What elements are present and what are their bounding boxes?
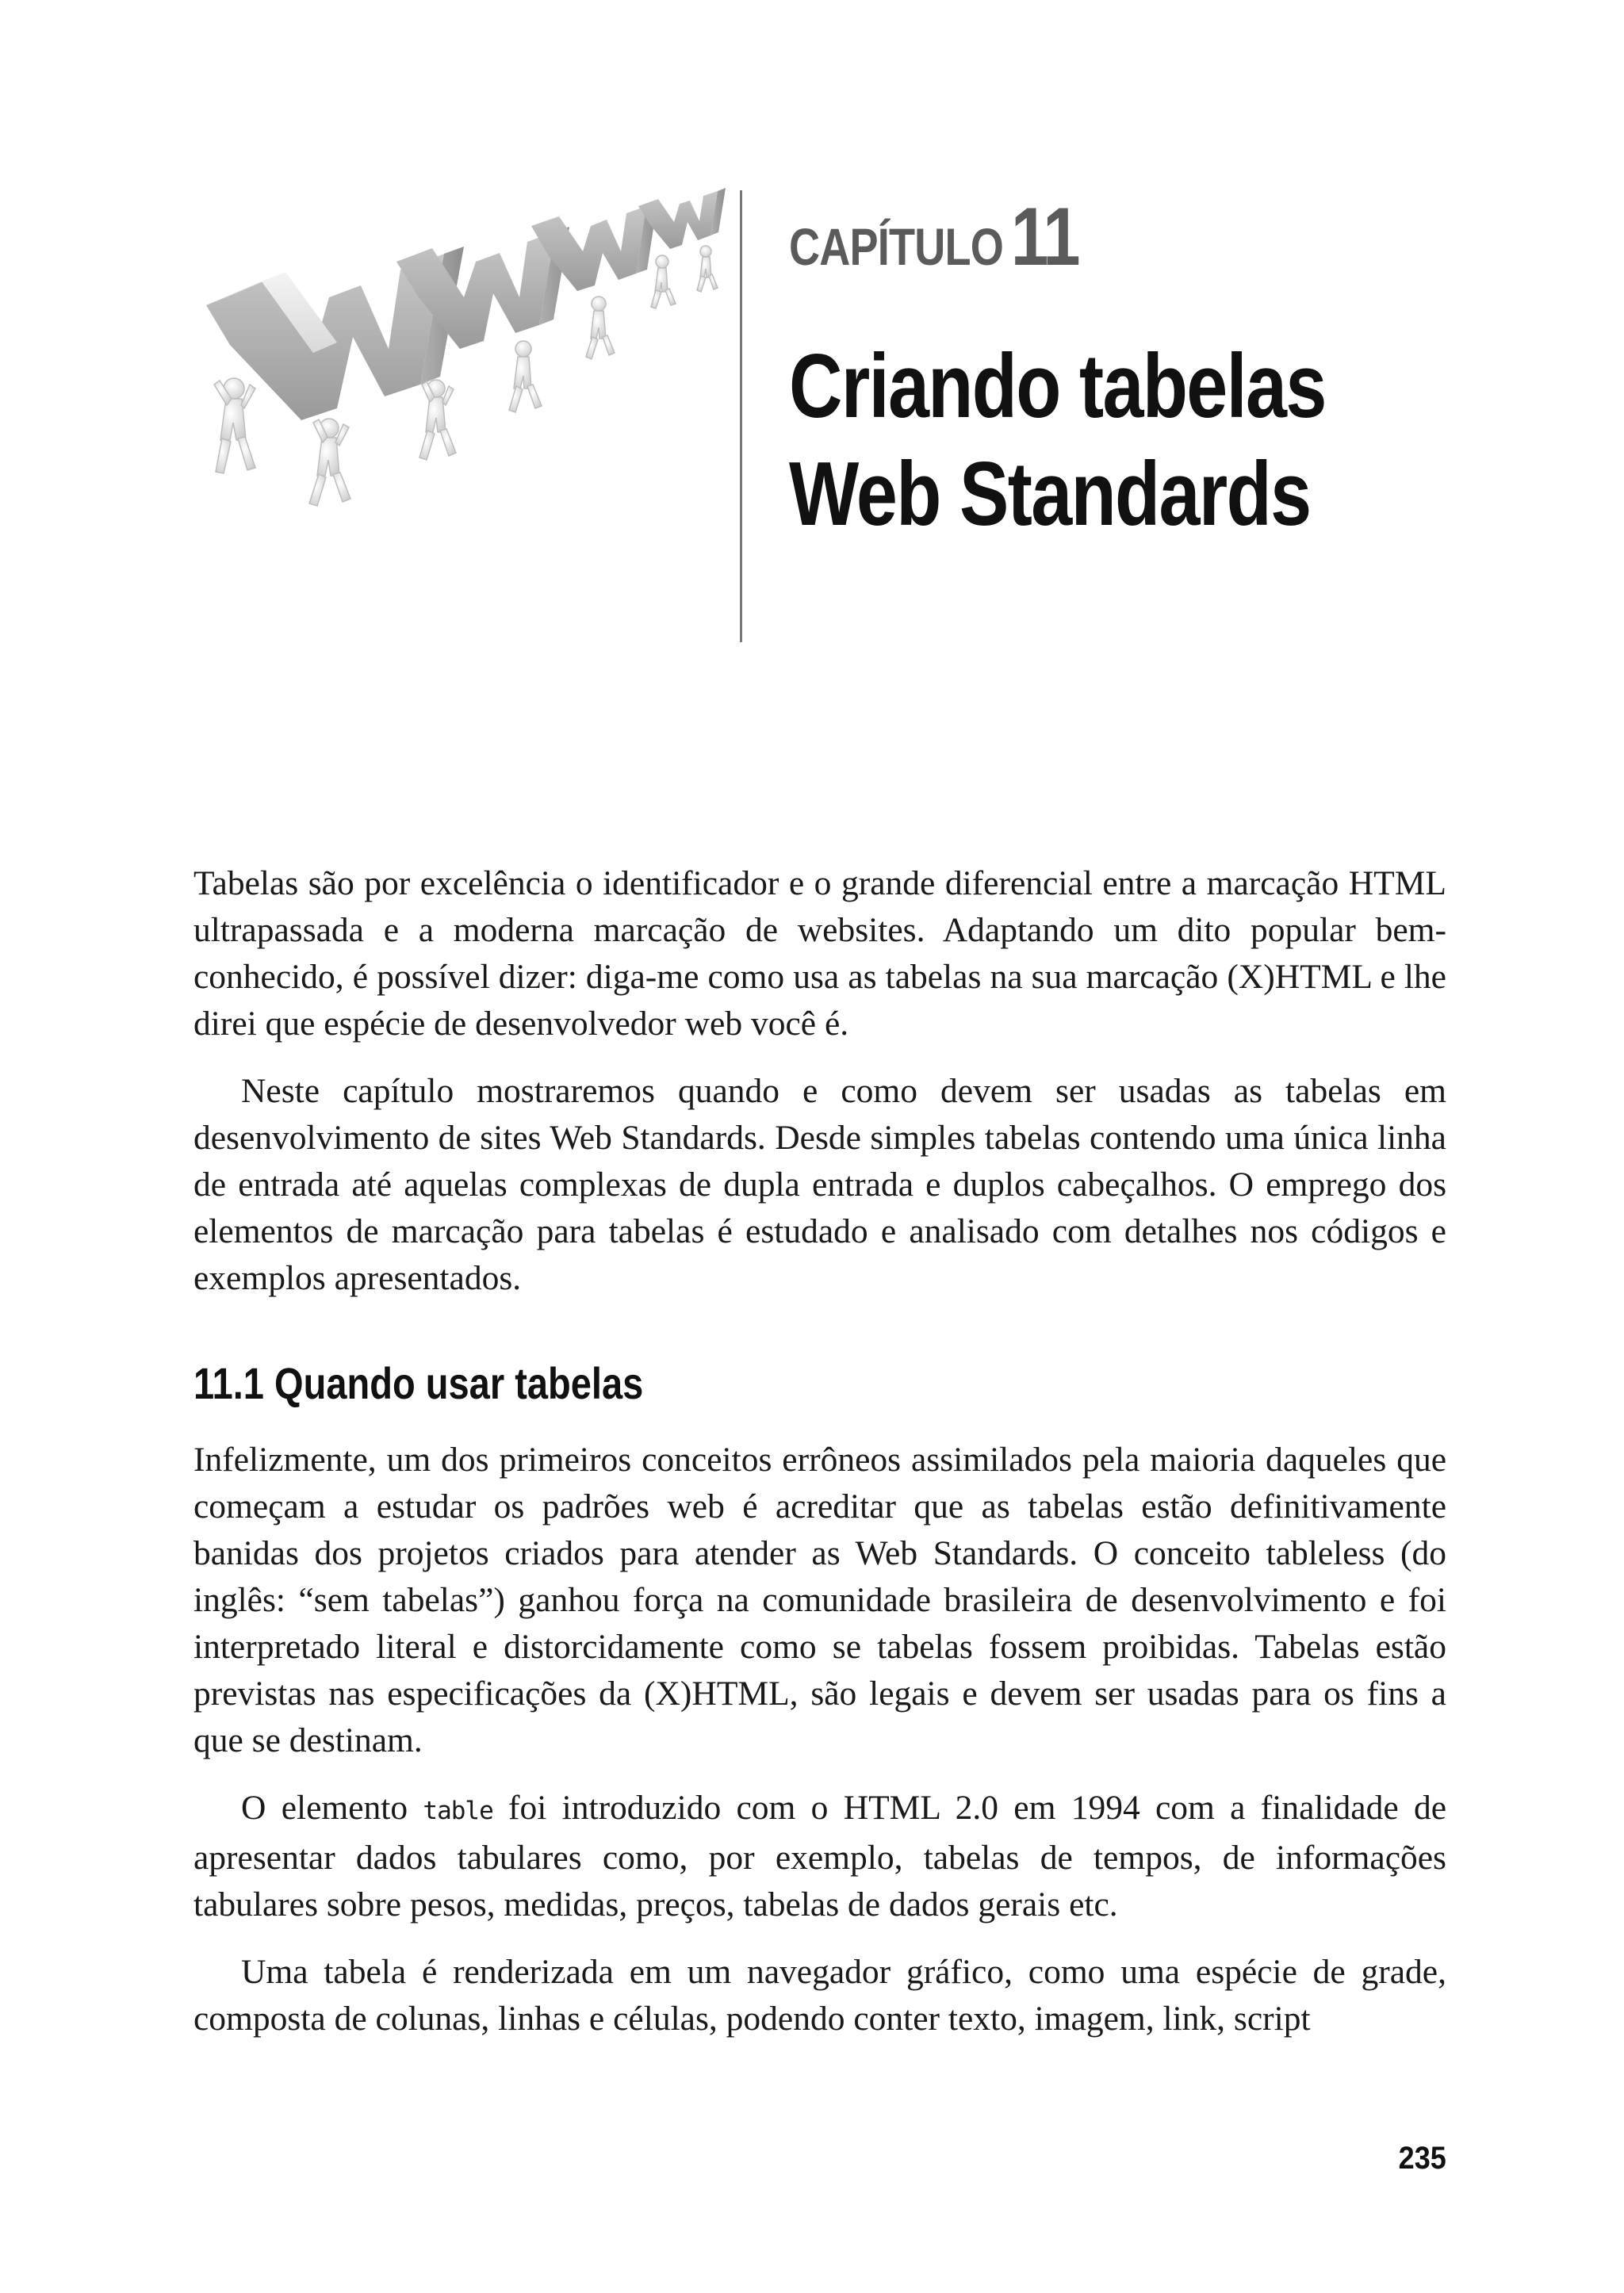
- section-paragraph-3: Uma tabela é renderizada em um navegador gráfico, como uma espécie de grade, composta de colunas, linhas e células, podendo conter texto, imagem, link, script: [193, 1953, 1446, 2038]
- chapter-number: 11: [1010, 191, 1079, 283]
- inline-code-table: table: [423, 1797, 493, 1825]
- page-number: 235: [1398, 2141, 1446, 2176]
- section-paragraph-2-start: O elemento: [241, 1789, 423, 1827]
- www-illustration: [198, 186, 737, 535]
- intro-paragraph-2: Neste capítulo mostraremos quando e como devem ser usadas as tabelas em desenvolvimento de sites Web Standards. Desde simples tabelas contendo uma única linha de entrada até aquelas complexas de dupla entrada e duplos cabeçalhos. O emprego dos elementos de marcação para tabelas é estudado e analisado com detalhes nos códigos e exemplos apresentados.: [193, 1072, 1446, 1297]
- section-paragraph-2-end: foi introduzido com o HTML 2.0 em 1994 com a finalidade de apresentar dados tabulares como, por exemplo, tabelas de tempos, de informações tabulares sobre pesos, medidas, preços, tabelas de dados gerais etc.: [193, 1789, 1447, 1924]
- section-heading: 11.1 Quando usar tabelas: [193, 1358, 644, 1408]
- page-body: [193, 860, 1446, 2063]
- section-paragraph-2: [193, 1785, 1446, 1928]
- chapter-title-line-2: Web Standards: [789, 444, 1311, 545]
- section-paragraph-1: Infelizmente, um dos primeiros conceitos errôneos assimilados pela maioria daqueles que começam a estudar os padrões web é acreditar que as tabelas estão definitivamente banidas dos projetos criados para atender as Web Standards. O conceito tableless (do inglês: “sem tabelas”) ganhou força na comunidade brasileira de desenvolvimento e foi interpretado literal e distorcidamente como se tabelas fossem proibidas. Tabelas estão previstas nas especificações da (X)HTML, são legais e devem ser usadas para os fins a que se destinam.: [193, 1441, 1446, 1759]
- chapter-label: [789, 190, 1078, 285]
- chapter-divider-rule: [740, 190, 742, 642]
- chapter-title-line-1: Criando tabelas: [789, 336, 1326, 437]
- chapter-title: [789, 333, 1326, 549]
- intro-paragraph-1: Tabelas são por excelência o identificador e o grande diferencial entre a marcação HTML ultrapassada e a moderna marcação de websites. Adaptando um dito popular bem-conhecido, é possível dizer: diga-me como usa as tabelas na sua marcação (X)HTML e lhe direi que espécie de desenvolvedor web você é.: [193, 864, 1446, 1043]
- chapter-label-word: CAPÍTULO: [789, 217, 1004, 276]
